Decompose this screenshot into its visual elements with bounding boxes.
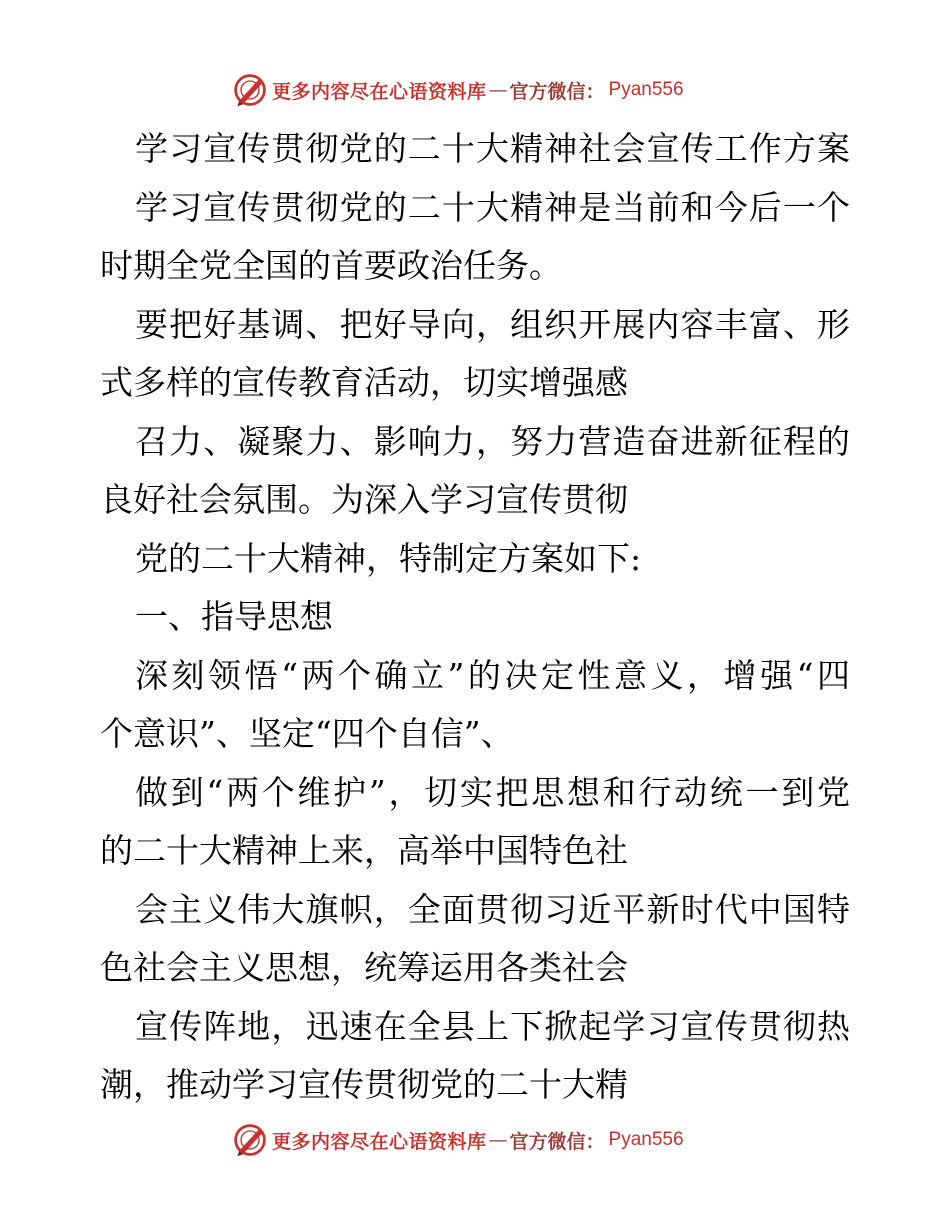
watermark-wechat-id: Pyan556 [608, 79, 684, 100]
paragraph-line: 个意识”、坚定“四个自信”、 [100, 714, 514, 753]
pen-logo-icon [232, 1122, 268, 1158]
paragraph-line: 做到“两个维护”，切实把思想和行动统一到党 [135, 772, 850, 812]
paragraph-line: 要把好基调、把好导向，组织开展内容丰富、形 [135, 304, 850, 344]
watermark-text: 更多内容尽在心语资料库 [272, 1130, 487, 1153]
paragraph-line: 党的二十大精神，特制定方案如下: [135, 538, 642, 578]
watermark-separator: — [488, 79, 508, 101]
paragraph-line: 召力、凝聚力、影响力，努力营造奋进新征程的 [135, 421, 850, 461]
watermark-wechat-label: 官方微信： [509, 1130, 605, 1153]
watermark-header [232, 70, 684, 110]
watermark-separator: — [488, 1129, 508, 1151]
paragraph-line: 深刻领悟“两个确立”的决定性意义，增强“四 [135, 655, 850, 695]
watermark-wechat-id: Pyan556 [608, 1129, 684, 1150]
paragraph-line: 时期全党全国的首要政治任务。 [100, 246, 562, 285]
section-heading: 一、指导思想 [135, 597, 333, 636]
paragraph-line: 的二十大精神上来，高举中国特色社 [100, 831, 628, 870]
paragraph-line: 潮，推动学习宣传贯彻党的二十大精 [100, 1065, 628, 1104]
watermark-wechat-label: 官方微信： [509, 80, 605, 103]
document-title: 学习宣传贯彻党的二十大精神社会宣传工作方案 [135, 129, 850, 168]
document-body [100, 120, 850, 1115]
paragraph-line: 式多样的宣传教育活动，切实增强感 [100, 363, 628, 402]
watermark-footer [232, 1120, 684, 1160]
watermark-text: 更多内容尽在心语资料库 [272, 80, 487, 103]
pen-logo-icon [232, 72, 268, 108]
paragraph-line: 色社会主义思想，统筹运用各类社会 [100, 948, 628, 987]
paragraph-line: 学习宣传贯彻党的二十大精神是当前和今后一个 [135, 187, 850, 227]
paragraph-line: 良好社会氛围。为深入学习宣传贯彻 [100, 480, 628, 519]
paragraph-line: 宣传阵地，迅速在全县上下掀起学习宣传贯彻热 [135, 1006, 850, 1046]
paragraph-line: 会主义伟大旗帜，全面贯彻习近平新时代中国特 [135, 889, 850, 929]
